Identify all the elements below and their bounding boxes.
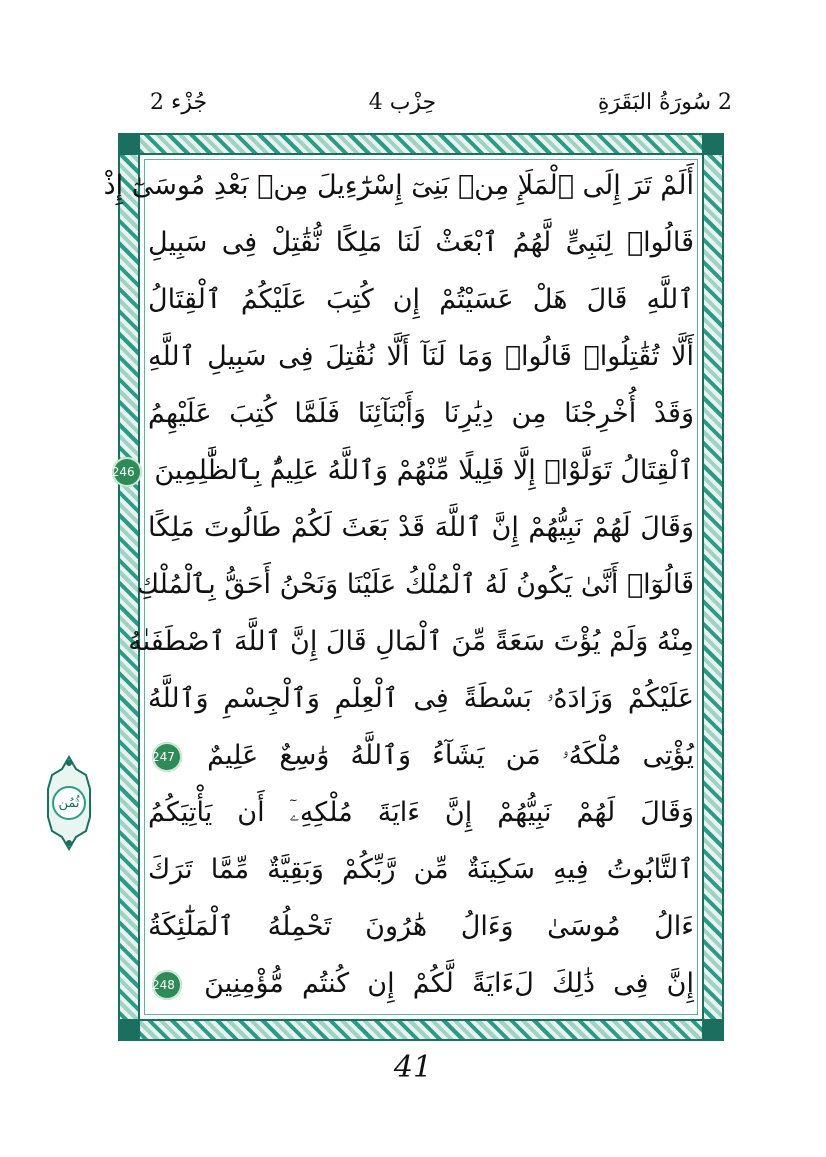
ayah-number-marker: 247 [152,742,182,772]
text-line-content: ٱلتَّابُوتُ فِيهِ سَكِينَةٌ مِّن رَّبِّكُمْ وَبَقِيَّةٌ مِّمَّا تَرَكَ [148,854,694,885]
text-line [148,958,694,1010]
text-line-content: ٱلْقِتَالُ تَوَلَّوْا۟ إِلَّا قَلِيلًا مِّنْهُمْ وَٱللَّهُ عَلِيمٌۢ بِٱلظَّٰلِمِينَ [154,455,694,486]
text-line [148,388,694,440]
quran-text [103,160,694,1010]
text-line [111,445,694,497]
text-line-content: ٱللَّهِ قَالَ هَلْ عَسَيْتُمْ إِن كُتِبَ عَلَيْكُمُ ٱلْقِتَالُ [148,284,694,315]
text-line [128,616,694,668]
text-line-content: قَالُوا۟ لِنَبِىٍّ لَّهُمُ ٱبْعَثْ لَنَا مَلِكًا نُّقَٰتِلْ فِى سَبِيلِ [148,227,694,258]
text-line-content: يُؤْتِى مُلْكَهُۥ مَن يَشَآءُ وَٱللَّهُ وَٰسِعٌ عَلِيمٌ [207,740,694,771]
text-line-content: أَلَمْ تَرَ إِلَى ٱلْمَلَإِ مِنۢ بَنِىٓ إِسْرَٰٓءِيلَ مِنۢ بَعْدِ مُوسَىٰٓ إِذْ [103,170,694,201]
text-line-content: وَقَدْ أُخْرِجْنَا مِن دِيَٰرِنَا وَأَبْنَآئِنَا فَلَمَّا كُتِبَ عَلَيْهِمُ [148,398,694,429]
text-line [148,901,694,953]
text-line-content: وَقَالَ لَهُمْ نَبِيُّهُمْ إِنَّ ءَايَةَ مُلْكِهِۦٓ أَن يَأْتِيَكُمُ [148,797,694,828]
text-line-content: عَلَيْكُمْ وَزَادَهُۥ بَسْطَةً فِى ٱلْعِلْمِ وَٱلْجِسْمِ وَٱللَّهُ [148,683,694,714]
text-line [148,787,694,839]
text-line-content: ءَالُ مُوسَىٰ وَءَالُ هَٰرُونَ تَحْمِلُهُ ٱلْمَلَٰٓئِكَةُ [148,911,694,942]
frame-corner-ornament [118,133,140,155]
page-header [150,80,732,124]
thumun-marker [46,755,92,851]
ayah-number-marker: 248 [152,970,182,1000]
text-line-content: إِنَّ فِى ذَٰلِكَ لَءَايَةً لَّكُمْ إِن كُنتُم مُّؤْمِنِينَ [204,968,694,999]
text-line-content: أَلَّا تُقَٰتِلُوا۟ قَالُوا۟ وَمَا لَنَآ أَلَّا نُقَٰتِلَ فِى سَبِيلِ ٱللَّهِ [148,341,694,372]
ayah-number-marker: 246 [112,457,142,487]
juz-label: جُزْء 2 [150,89,208,115]
text-line-content: وَقَالَ لَهُمْ نَبِيُّهُمْ إِنَّ ٱللَّهَ قَدْ بَعَثَ لَكُمْ طَالُوتَ مَلِكًا [148,512,694,543]
frame-corner-ornament [702,133,724,155]
text-line [148,217,694,269]
frame-corner-ornament [118,1019,140,1041]
page-number: 41 [393,1050,433,1085]
hizb-label: حِزْب 4 [368,89,437,115]
frame-corner-ornament [702,1019,724,1041]
text-line [136,559,694,611]
text-line [148,502,694,554]
thumun-label: ثُمُن [58,795,80,811]
text-line [148,274,694,326]
text-line [148,331,694,383]
text-line [148,844,694,896]
surah-title: 2 سُورَةُ البَقَرَةِ [597,89,732,115]
text-line-content: قَالُوٓا۟ أَنَّىٰ يَكُونُ لَهُ ٱلْمُلْكُ عَلَيْنَا وَنَحْنُ أَحَقُّ بِٱلْمُلْكِ [136,569,694,600]
text-line-content: مِنْهُ وَلَمْ يُؤْتَ سَعَةً مِّنَ ٱلْمَالِ قَالَ إِنَّ ٱللَّهَ ٱصْطَفَىٰهُ [128,626,694,657]
text-line [148,673,694,725]
text-line [103,160,694,212]
text-line [148,730,694,782]
